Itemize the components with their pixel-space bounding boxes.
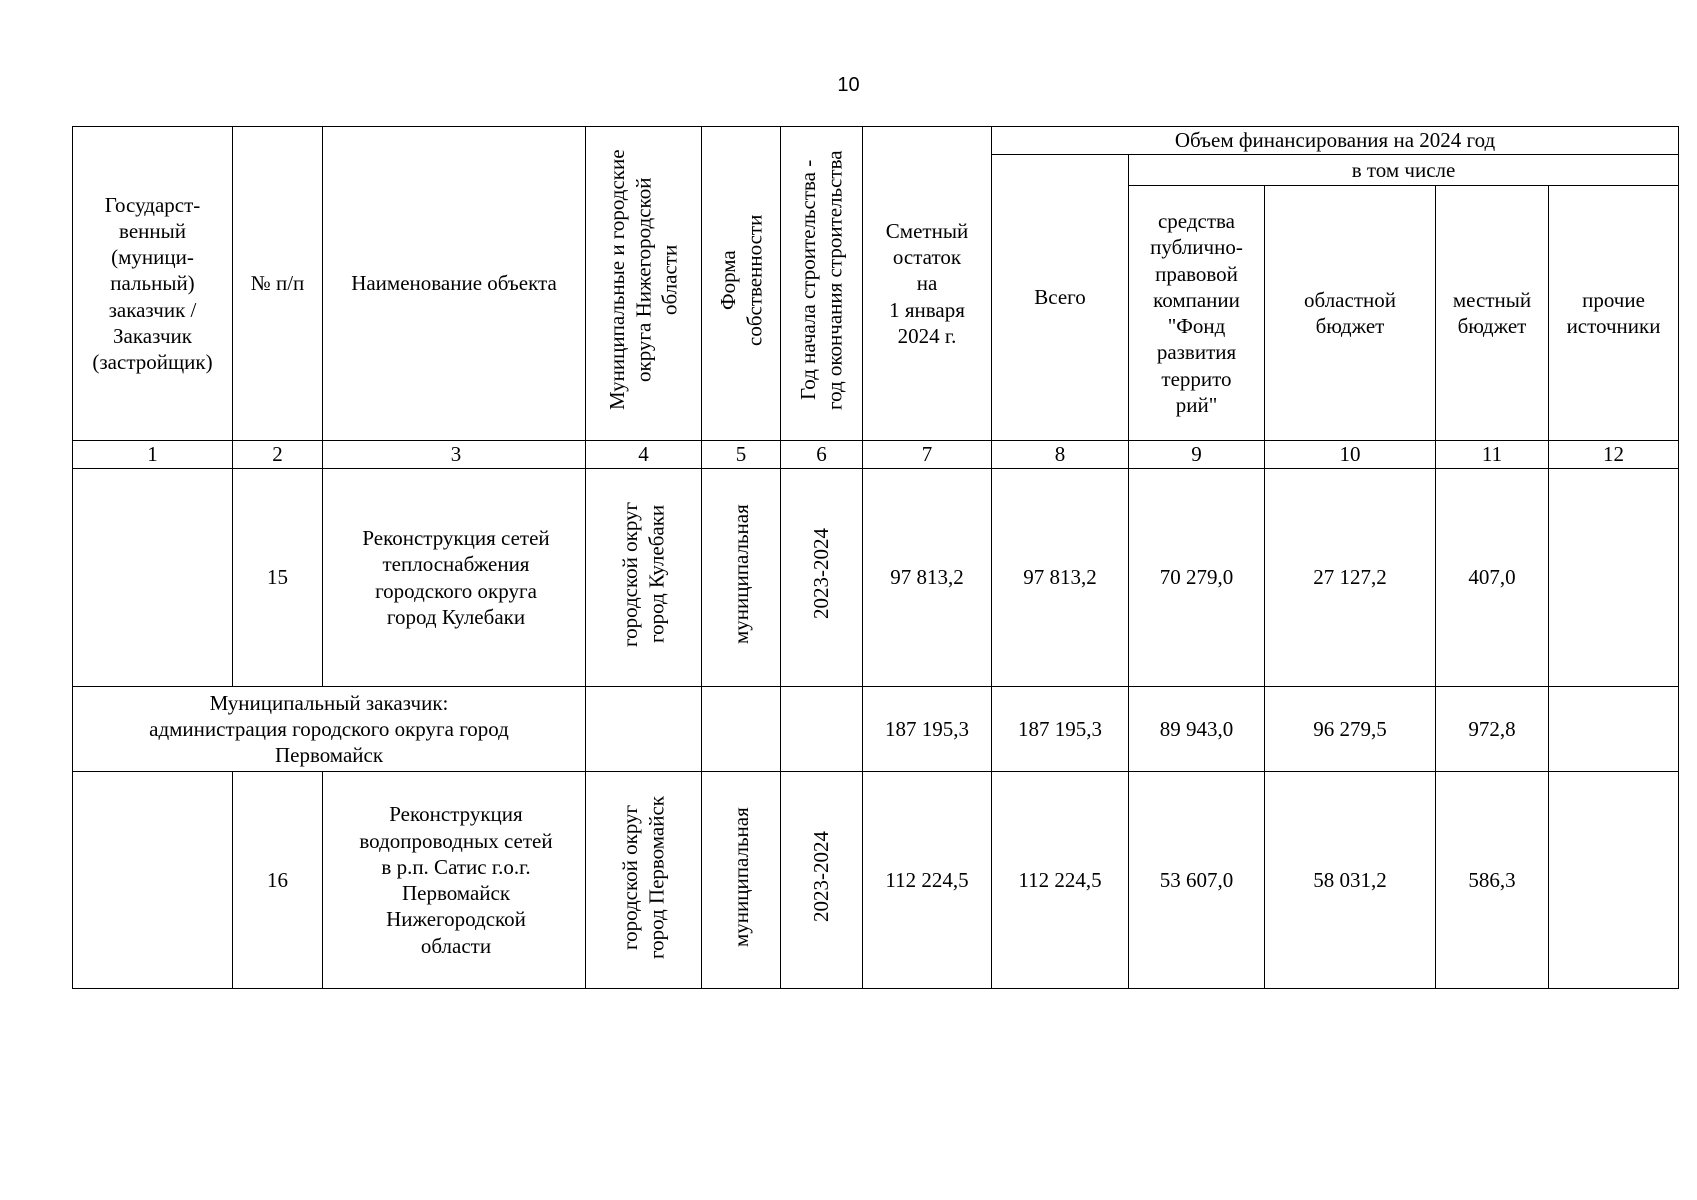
customer-regional: 96 279,5 — [1265, 687, 1436, 772]
col-num-11: 11 — [1436, 441, 1549, 469]
row-15-years — [781, 469, 863, 687]
row-16-municipality-text: городской округ город Первомайск — [618, 795, 669, 959]
col-num-3: 3 — [323, 441, 586, 469]
row-15-customer — [73, 469, 233, 687]
header-other: прочие источники — [1549, 186, 1679, 441]
col-num-8: 8 — [992, 441, 1129, 469]
row-16-years — [781, 772, 863, 989]
header-estimate: Сметный остаток на 1 января 2024 г. — [863, 127, 992, 441]
customer-ownership — [702, 687, 781, 772]
header-regional: областной бюджет — [1265, 186, 1436, 441]
row-15-municipality-text: городской округ город Кулебаки — [618, 501, 669, 647]
row-16-total: 112 224,5 — [992, 772, 1129, 989]
table-row — [73, 469, 1679, 687]
row-16-fund: 53 607,0 — [1129, 772, 1265, 989]
row-16-other — [1549, 772, 1679, 989]
customer-years — [781, 687, 863, 772]
col-num-9: 9 — [1129, 441, 1265, 469]
row-15-estimate: 97 813,2 — [863, 469, 992, 687]
row-15-object-name: Реконструкция сетей теплоснабжения городского округа город Кулебаки — [323, 469, 586, 687]
customer-other — [1549, 687, 1679, 772]
col-num-6: 6 — [781, 441, 863, 469]
col-num-10: 10 — [1265, 441, 1436, 469]
row-16-local: 586,3 — [1436, 772, 1549, 989]
customer-name: Муниципальный заказчик: администрация городского округа город Первомайск — [73, 687, 586, 772]
row-15-ownership — [702, 469, 781, 687]
customer-row — [73, 687, 1679, 772]
header-ownership-text: Форма собственности — [715, 214, 766, 347]
header-fund: средства публично- правовой компании "Фонд развития террито рий" — [1129, 186, 1265, 441]
header-ownership — [702, 127, 781, 441]
header-number: № п/п — [233, 127, 323, 441]
row-16-ownership — [702, 772, 781, 989]
row-15-ownership-text: муниципальная — [728, 504, 753, 645]
row-15-number: 15 — [233, 469, 323, 687]
row-15-other — [1549, 469, 1679, 687]
row-15-regional: 27 127,2 — [1265, 469, 1436, 687]
header-total: Всего — [992, 155, 1129, 441]
row-16-regional: 58 031,2 — [1265, 772, 1436, 989]
col-num-12: 12 — [1549, 441, 1679, 469]
financing-table — [72, 126, 1679, 989]
customer-total: 187 195,3 — [992, 687, 1129, 772]
row-15-total: 97 813,2 — [992, 469, 1129, 687]
customer-municipality — [586, 687, 702, 772]
row-16-municipality — [586, 772, 702, 989]
column-number-row — [73, 441, 1679, 469]
row-16-estimate: 112 224,5 — [863, 772, 992, 989]
row-16-customer — [73, 772, 233, 989]
col-num-7: 7 — [863, 441, 992, 469]
col-num-1: 1 — [73, 441, 233, 469]
table-row — [73, 772, 1679, 989]
page-number: 10 — [837, 74, 860, 96]
header-local: местный бюджет — [1436, 186, 1549, 441]
header-row-1 — [73, 127, 1679, 155]
row-15-municipality — [586, 469, 702, 687]
row-16-object-name: Реконструкция водопроводных сетей в р.п. Сатис г.о.г. Первомайск Нижегородской области — [323, 772, 586, 989]
col-num-2: 2 — [233, 441, 323, 469]
header-customer: Государст- венный (муници- пальный) заказчик / Заказчик (застройщик) — [73, 127, 233, 441]
row-15-fund: 70 279,0 — [1129, 469, 1265, 687]
row-16-ownership-text: муниципальная — [728, 807, 753, 947]
row-16-years-text: 2023-2024 — [809, 831, 834, 923]
col-num-5: 5 — [702, 441, 781, 469]
row-15-years-text: 2023-2024 — [809, 528, 834, 620]
header-financing: Объем финансирования на 2024 год — [992, 127, 1679, 155]
header-object-name: Наименование объекта — [323, 127, 586, 441]
header-municipality-text: Муниципальные и городские округа Нижегородской области — [605, 150, 682, 411]
header-including: в том числе — [1129, 155, 1679, 186]
col-num-4: 4 — [586, 441, 702, 469]
customer-estimate: 187 195,3 — [863, 687, 992, 772]
row-16-number: 16 — [233, 772, 323, 989]
header-municipality — [586, 127, 702, 441]
row-15-local: 407,0 — [1436, 469, 1549, 687]
header-years — [781, 127, 863, 441]
header-years-text: Год начала строительства - год окончания строительства — [796, 150, 847, 411]
customer-fund: 89 943,0 — [1129, 687, 1265, 772]
customer-local: 972,8 — [1436, 687, 1549, 772]
